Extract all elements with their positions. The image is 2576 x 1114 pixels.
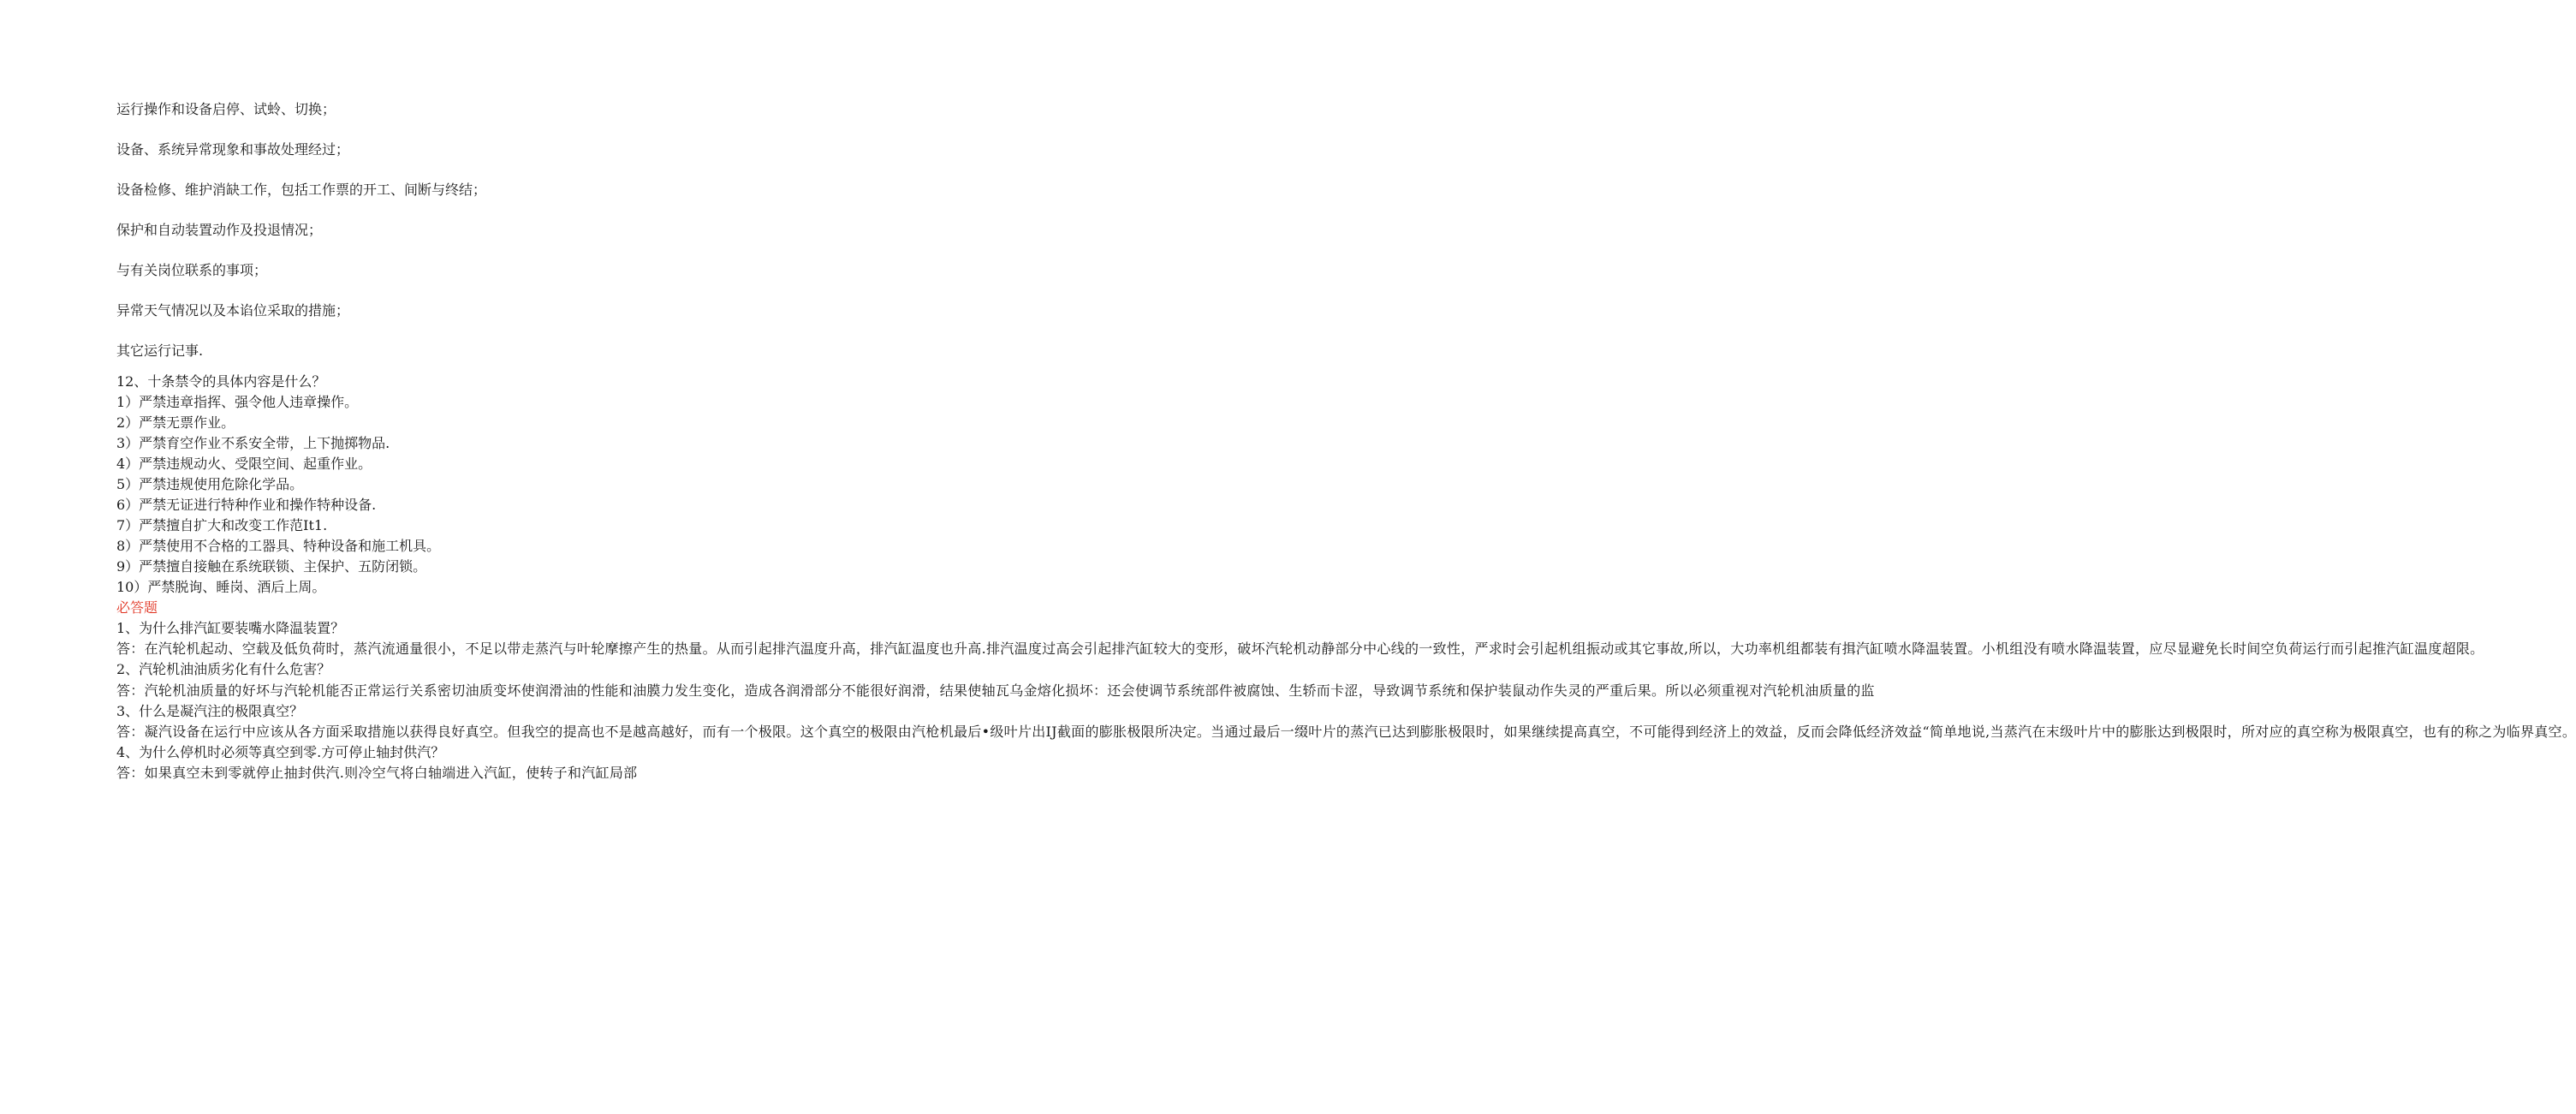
question: 2、汽轮机油油质劣化有什么危害？ xyxy=(116,661,331,678)
log-item: 保护和自动装置动作及投退情况； xyxy=(116,222,323,238)
log-item: 设备、系统异常现象和事故处理经过； xyxy=(116,141,350,158)
answer: 答：如果真空未到零就停止抽封供汽.则冷空气将白轴端进入汽缸，使转子和汽缸局部 xyxy=(116,765,638,782)
log-item: 设备检修、维护消缺工作，包括工作票的开工、间断与终结； xyxy=(116,182,487,198)
answer: 答：在汽轮机起动、空载及低负荷时，蒸汽流通量很小，不足以带走蒸汽与叶轮摩擦产生的热量。从而引起排汽温度升高，排汽缸温度也升高.排汽温度过高会引起排汽缸较大的变形，破坏汽轮机动静部分中心线的一致性，严求时会引起机组振动或其它事故,所以，大功率机组都装有揖汽缸喷水降温装置。小机组没有喷水降温装置，应尽显避免长时间空负荷运行而引起推汽缸温度超限。 xyxy=(116,640,2484,658)
prohibition-item: 5）严禁违规使用危除化学品。 xyxy=(116,476,304,492)
prohibition-item: 10）严禁脱询、睡岗、酒后上周。 xyxy=(116,579,326,595)
log-item: 运行操作和设备启停、试蛉、切换； xyxy=(116,101,336,117)
prohibition-item: 3）严禁育空作业不系安全带，上下抛掷物品. xyxy=(116,435,390,451)
answer: 答：汽轮机油质量的好坏与汽轮机能否正常运行关系密切油质变坏使润滑油的性能和油膜力发生变化，造成各润滑部分不能很好润滑，结果使轴瓦乌金熔化损坏：还会使调节系统部件被腐蚀、生轿而卡涩，导致调节系统和保护装鼠动作失灵的严重后果。所以必须重视对汽轮机油质量的监 xyxy=(116,682,1875,699)
question: 3、什么是凝汽注的极限真空？ xyxy=(116,702,304,719)
prohibitions-section xyxy=(116,372,2576,784)
log-item: 与有关岗位联系的事项； xyxy=(116,262,268,278)
prohibition-item: 8）严禁使用不合格的工器具、特种设备和施工机具。 xyxy=(116,538,441,554)
section-heading: 必答题 xyxy=(116,599,158,616)
prohibition-item: 9）严禁擅自接触在系统联锁、主保护、五防闭锁。 xyxy=(116,558,427,575)
log-item: 异常天气情况以及本谄位采取的措施； xyxy=(116,302,350,319)
prohibition-item: 6）严禁无证进行特种作业和操作特种设备. xyxy=(116,497,377,513)
qa-list xyxy=(116,618,2576,784)
prohibition-item: 2）严禁无票作业。 xyxy=(116,414,235,431)
log-item: 其它运行记事. xyxy=(116,343,204,359)
prohibition-item: 1）严禁违章指挥、强令他人违章操作。 xyxy=(116,394,359,410)
prohibition-item: 4）严禁违规动火、受限空间、起重作业。 xyxy=(116,456,372,472)
answer: 答：凝汽设备在运行中应该从各方面采取措施以获得良好真空。但我空的提高也不是越高越好，而有一个极限。这个真空的极限由汽枪机最后•级叶片出IJ截面的膨胀极限所决定。当通过最后一缀叶片的蒸汽已达到膨胀极限时，如果继续提高真空，不可能得到经济上的效益，反而会降低经济效益“简单地说,当蒸汽在末级叶片中的膨胀达到极限时，所对应的真空称为极限真空，也有的称之为临界真空。 xyxy=(116,724,2576,741)
question: 1、为什么排汽缸要装嘴水降温装置？ xyxy=(116,620,345,636)
question-title: 12、十条禁令的具体内容是什么？ xyxy=(116,373,326,390)
prohibition-item: 7）严禁擅自扩大和改变工作范It1. xyxy=(116,517,328,533)
question: 4、为什么停机时必须等真空到零.方可停止轴封供汽？ xyxy=(116,744,445,761)
